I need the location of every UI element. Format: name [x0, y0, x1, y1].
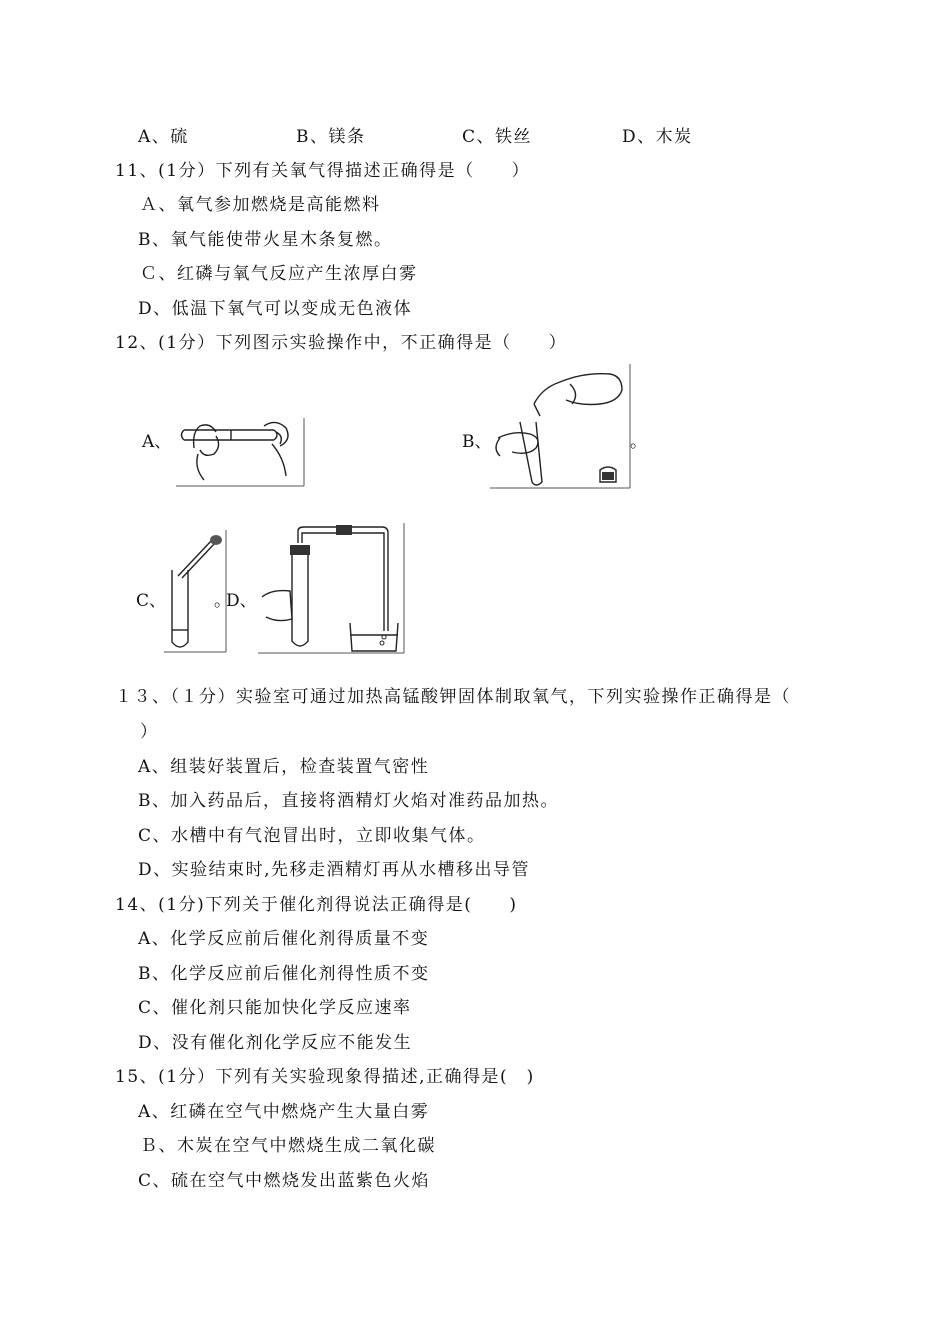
figure-a-heating-test-tube	[176, 418, 306, 488]
q15-option-a: A、红磷在空气中燃烧产生大量白雾	[138, 1102, 430, 1122]
q15-stem: 15、(1分）下列有关实验现象得描述,正确得是( )	[115, 1067, 535, 1087]
q11-stem: 11、(1分）下列有关氧气得描述正确得是（ ）	[115, 161, 531, 181]
figure-b-pouring-liquid	[490, 364, 632, 490]
q13-option-a: A、组装好装置后，检查装置气密性	[138, 757, 430, 777]
q14-option-c: C、催化剂只能加快化学反应速率	[138, 998, 412, 1018]
q12-label-c-tail: 。	[214, 591, 231, 611]
q14-option-a: A、化学反应前后催化剂得质量不变	[138, 929, 430, 949]
q13-stem-line1: １３、（１分）实验室可通过加热高锰酸钾固体制取氧气，下列实验操作正确得是（	[115, 687, 791, 707]
q11-option-b: B、氧气能使带火星木条复燃。	[138, 230, 393, 250]
q14-option-b: B、化学反应前后催化剂得性质不变	[138, 964, 430, 984]
q14-stem: 14、(1分)下列关于催化剂得说法正确得是( )	[115, 895, 518, 915]
q10-option-c: C、铁丝	[462, 127, 533, 147]
q12-label-b: B、	[462, 432, 492, 452]
q13-option-d: D、实验结束时,先移走酒精灯再从水槽移出导管	[138, 860, 531, 880]
q12-label-a: A、	[142, 432, 172, 452]
q10-option-b: B、镁条	[296, 127, 366, 147]
q10-option-a: A、硫	[138, 127, 189, 147]
q11-option-c: Ｃ、红磷与氧气反应产生浓厚白雾	[140, 264, 418, 284]
q15-option-c: C、硫在空气中燃烧发出蓝紫色火焰	[138, 1171, 431, 1191]
q12-label-d: D、	[226, 591, 257, 611]
q15-option-b: Ｂ、木炭在空气中燃烧生成二氧化碳	[140, 1136, 436, 1156]
q12-label-c: C、	[136, 591, 167, 611]
q10-option-d: D、木炭	[622, 127, 693, 147]
figure-d-airtightness-check	[258, 523, 406, 655]
q11-option-a: Ａ、氧气参加燃烧是高能燃料	[140, 195, 381, 215]
q13-stem-line2: ）	[140, 722, 159, 742]
q12-label-b-tail: 。	[630, 432, 647, 452]
q13-option-b: B、加入药品后，直接将酒精灯火焰对准药品加热。	[138, 791, 559, 811]
q13-option-c: C、水槽中有气泡冒出时，立即收集气体。	[138, 826, 486, 846]
q12-stem: 12、(1分）下列图示实验操作中，不正确得是（ ）	[115, 333, 568, 353]
q11-option-d: D、低温下氧气可以变成无色液体	[138, 299, 413, 319]
q14-option-d: D、没有催化剂化学反应不能发生	[138, 1033, 413, 1053]
